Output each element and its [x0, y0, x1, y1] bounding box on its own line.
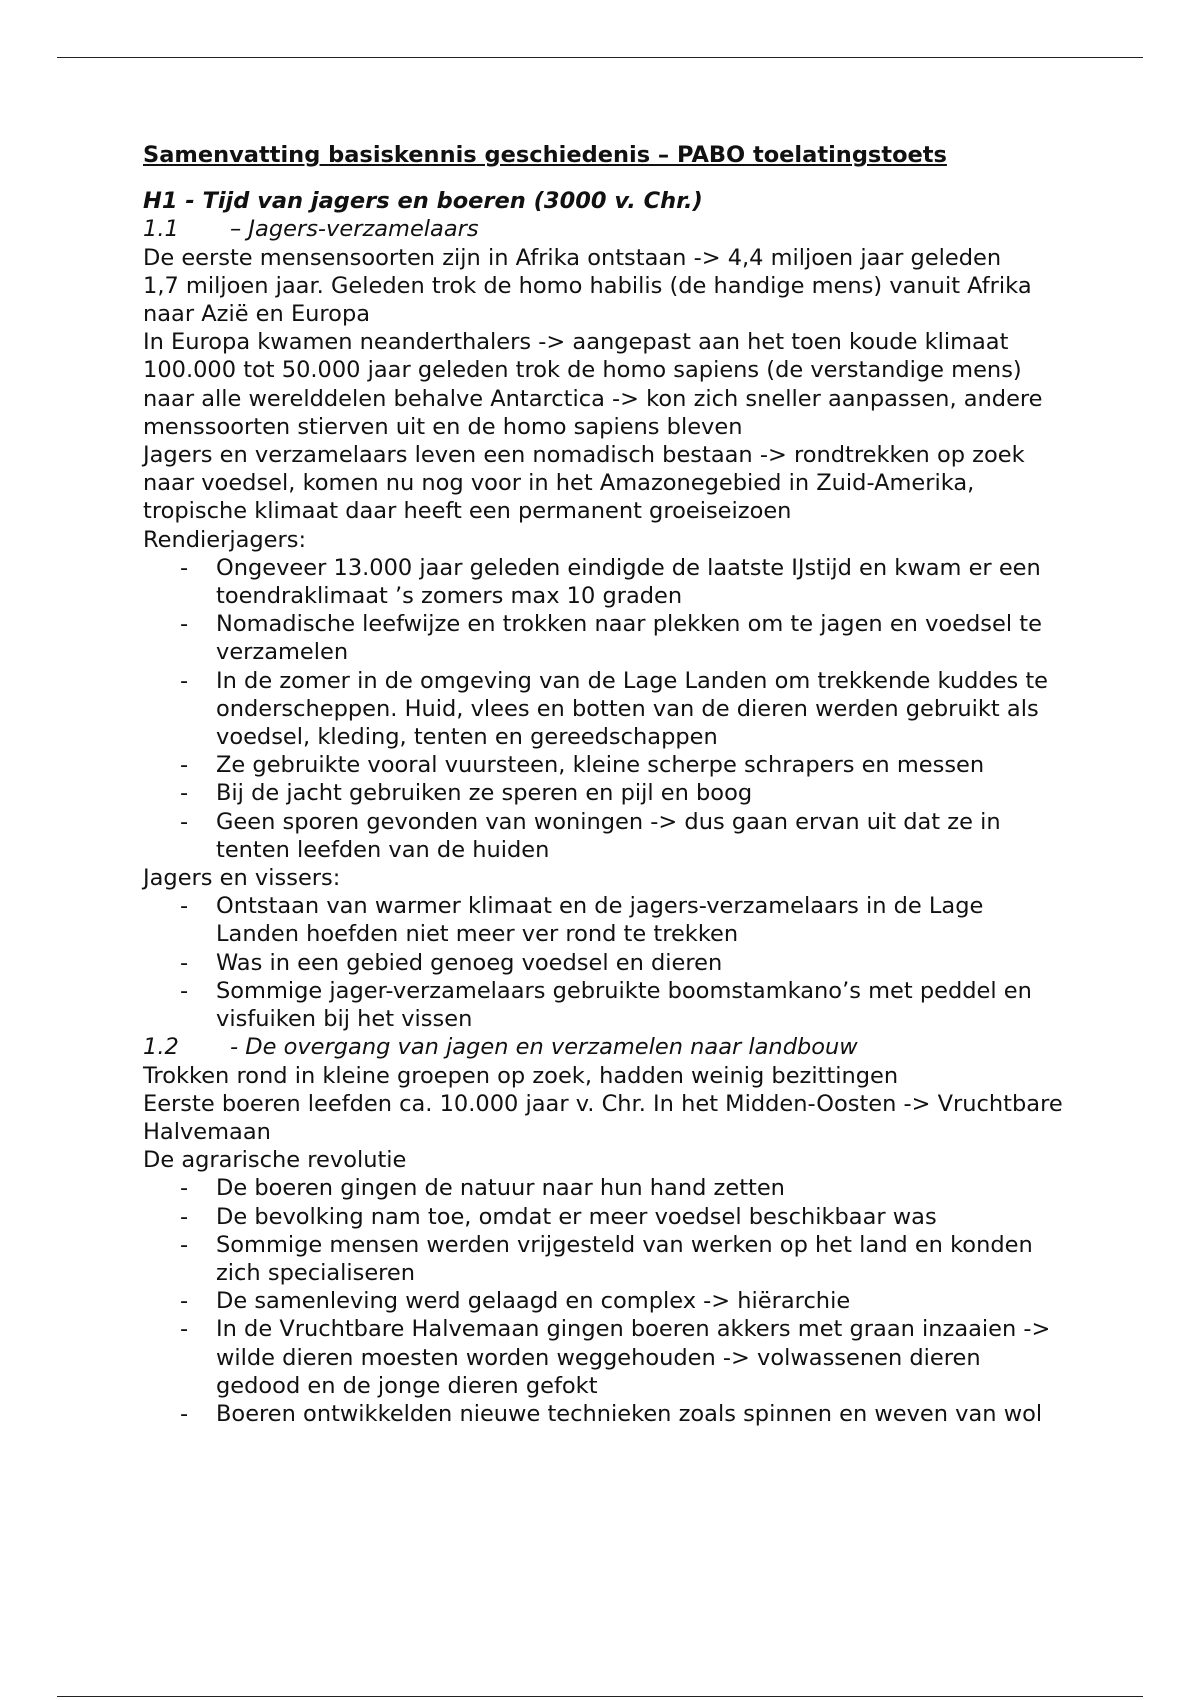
list-item: - Nomadische leefwijze en trokken naar plekken om te jagen en voedsel te verzamelen [143, 610, 1063, 666]
section-number: 1.2 [143, 1034, 179, 1061]
list-item: - Bij de jacht gebruiken ze speren en pijl en boog [143, 779, 1063, 807]
list-item: - Ze gebruikte vooral vuursteen, kleine scherpe schrapers en messen [143, 751, 1063, 779]
list-item: - De boeren gingen de natuur naar hun hand zetten [143, 1174, 1063, 1202]
list-item: - Geen sporen gevonden van woningen -> dus gaan ervan uit dat ze in tenten leefden van de huiden [143, 808, 1063, 864]
list-item: - In de Vruchtbare Halvemaan gingen boeren akkers met graan inzaaien -> wilde dieren moesten worden weggehouden -> volwassenen dieren gedood en de jonge dieren gefokt [143, 1315, 1063, 1400]
paragraph: Jagers en verzamelaars leven een nomadisch bestaan -> rondtrekken op zoek naar voedsel, komen nu nog voor in het Amazonegebied in Zuid-Amerika, tropische klimaat daar heeft een permanent groeiseizoen [143, 442, 1025, 525]
paragraph: In Europa kwamen neanderthalers -> aangepast aan het toen koude klimaat [143, 329, 1009, 356]
chapter-heading: H1 - Tijd van jagers en boeren (3000 v. Chr.) [143, 188, 703, 215]
header-rule [57, 57, 1143, 58]
footer-rule [57, 1696, 1143, 1697]
section-number: 1.1 [143, 216, 179, 243]
paragraph: 1,7 miljoen jaar. Geleden trok de homo habilis (de handige mens) vanuit Afrika naar Azië en Europa [143, 272, 1032, 328]
document-title: Samenvatting basiskennis geschiedenis – PABO toelatingstoets [143, 142, 947, 168]
bullet-list-jagers-vissers [143, 892, 1063, 1033]
paragraph: De eerste mensensoorten zijn in Afrika ontstaan -> 4,4 miljoen jaar geleden [143, 244, 1002, 271]
paragraph: Trokken rond in kleine groepen op zoek, hadden weinig bezittingen [143, 1062, 899, 1089]
list-label-rendierjagers: Rendierjagers: [143, 526, 307, 553]
list-item: - De samenleving werd gelaagd en complex -> hiërarchie [143, 1287, 1063, 1315]
section-title: - De overgang van jagen en verzamelen naar landbouw [230, 1034, 858, 1061]
list-item: - Was in een gebied genoeg voedsel en dieren [143, 949, 1063, 977]
bullet-list-agrarische-revolutie [143, 1174, 1063, 1428]
list-item: - In de zomer in de omgeving van de Lage Landen om trekkende kuddes te onderscheppen. Huid, vlees en botten van de dieren werden gebruikt als voedsel, kleding, tenten en gereedschappen [143, 667, 1063, 752]
document-body [143, 141, 1063, 1428]
list-item: - Sommige mensen werden vrijgesteld van werken op het land en konden zich specialiseren [143, 1231, 1063, 1287]
list-label-jagers-vissers: Jagers en vissers: [143, 865, 341, 892]
paragraph: Eerste boeren leefden ca. 10.000 jaar v. Chr. In het Midden-Oosten -> Vruchtbare Halvemaan [143, 1090, 1063, 1145]
list-item: - De bevolking nam toe, omdat er meer voedsel beschikbaar was [143, 1203, 1063, 1231]
list-item: - Ontstaan van warmer klimaat en de jagers-verzamelaars in de Lage Landen hoefden niet meer ver rond te trekken [143, 892, 1063, 948]
paragraph: 100.000 tot 50.000 jaar geleden trok de homo sapiens (de verstandige mens) naar alle werelddelen behalve Antarctica -> kon zich sneller aanpassen, andere menssoorten stierven uit en de homo sapiens bleven [143, 357, 1043, 440]
section-heading-1-1 [143, 215, 1063, 243]
list-item: - Ongeveer 13.000 jaar geleden eindigde de laatste IJstijd en kwam er een toendraklimaat ’s zomers max 10 graden [143, 554, 1063, 610]
list-item: - Sommige jager-verzamelaars gebruikte boomstamkano’s met peddel en visfuiken bij het vissen [143, 977, 1063, 1033]
list-item: - Boeren ontwikkelden nieuwe technieken zoals spinnen en weven van wol [143, 1400, 1063, 1428]
bullet-list-rendierjagers [143, 554, 1063, 864]
section-heading-1-2 [143, 1033, 1063, 1061]
section-title: – Jagers-verzamelaars [230, 216, 479, 243]
list-label-agrarische-revolutie: De agrarische revolutie [143, 1147, 407, 1174]
